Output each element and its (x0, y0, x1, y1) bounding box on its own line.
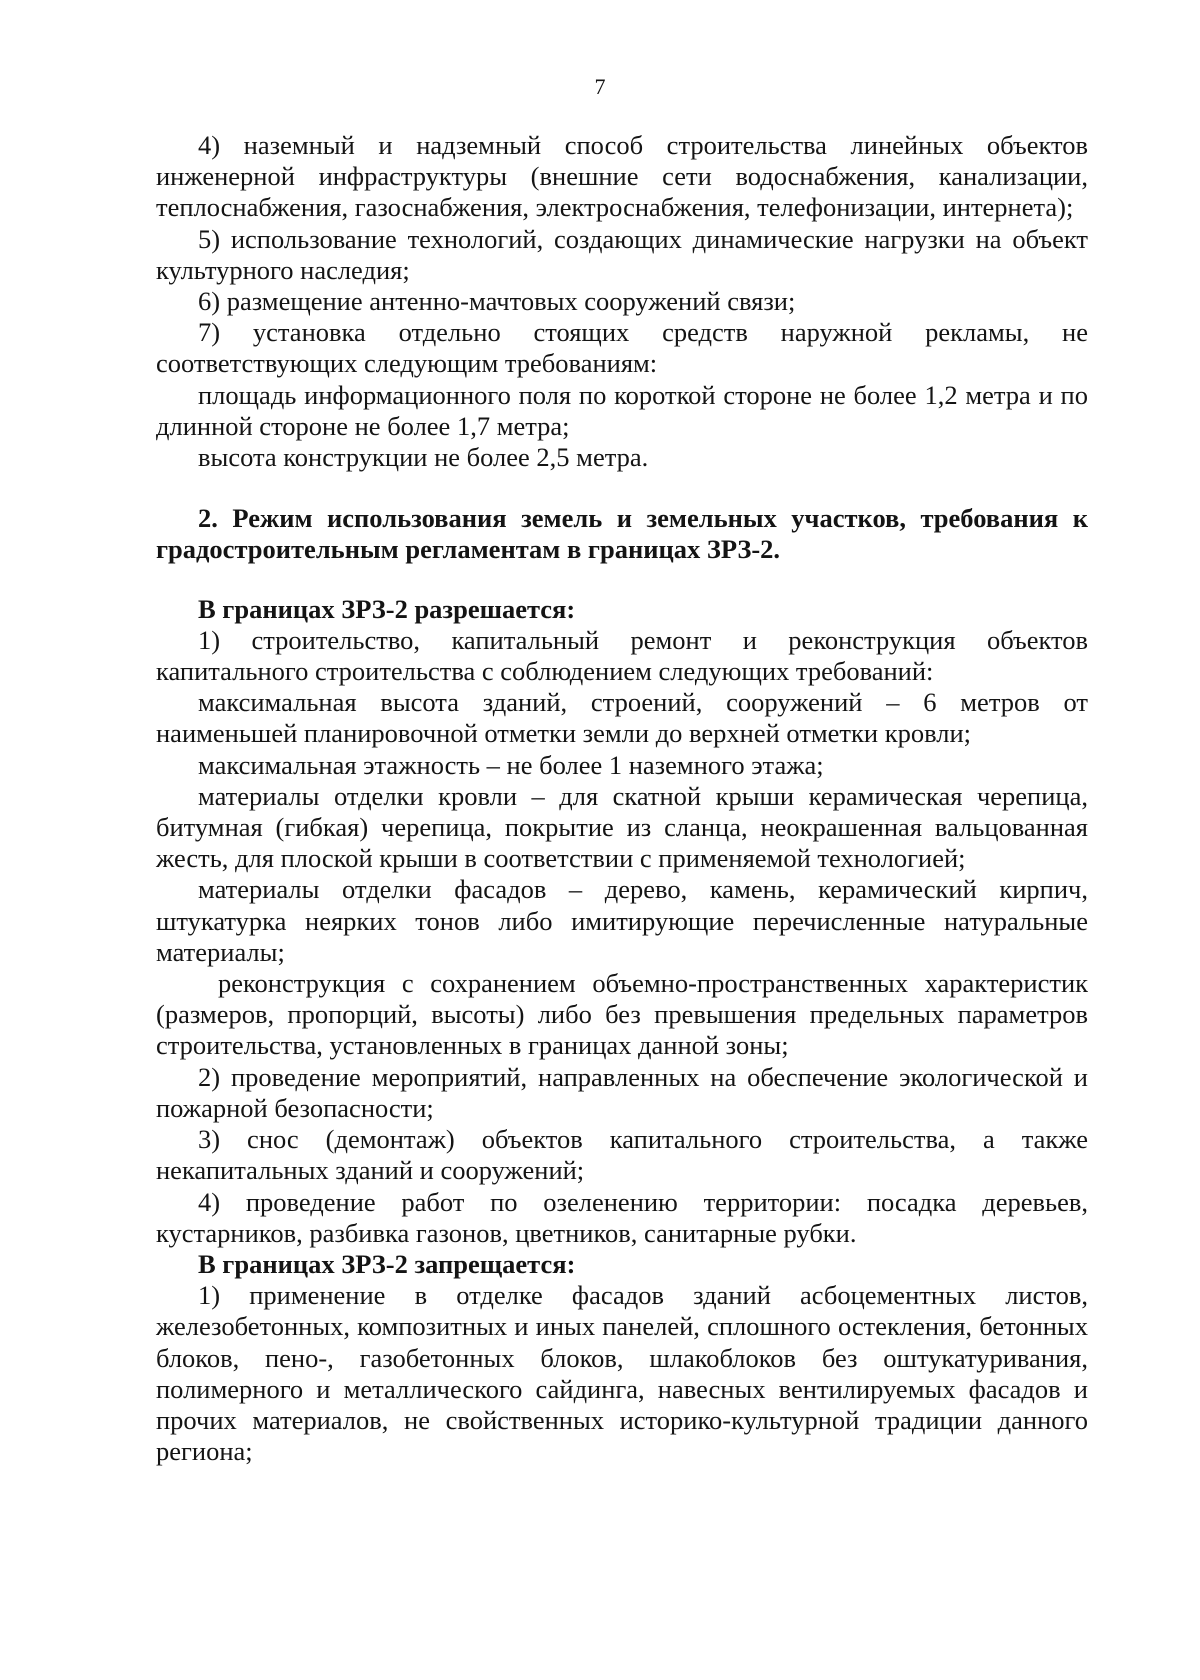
allowed-item-2: 2) проведение мероприятий, направленных на обеспечение экологической и пожарной безопасности; (156, 1061, 1088, 1123)
allowed-item-4: 4) проведение работ по озеленению территории: посадка деревьев, кустарников, разбивка газонов, цветников, санитарные рубки. (156, 1186, 1088, 1248)
allowed-item-1-facade-materials: материалы отделки фасадов – дерево, камень, керамический кирпич, штукатурка неярких тонов либо имитирующие перечисленные натуральные материалы; (156, 874, 1088, 967)
list-item-5: 5) использование технологий, создающих динамические нагрузки на объект культурного наследия; (156, 223, 1088, 285)
page-number: 7 (594, 74, 606, 99)
list-item-7: 7) установка отдельно стоящих средств наружной рекламы, не соответствующих следующим требованиям: (156, 317, 1088, 379)
list-item-6: 6) размещение антенно-мачтовых сооружений связи; (198, 286, 796, 317)
section-2-heading: 2. Режим использования земель и земельных участков, требования к градостроительным регламентам в границах ЗРЗ-2. (156, 503, 1088, 565)
allowed-item-3: 3) снос (демонтаж) объектов капитального строительства, а также некапитальных зданий и сооружений; (156, 1124, 1088, 1186)
list-item-7-requirement-height: высота конструкции не более 2,5 метра. (198, 442, 649, 473)
list-item-4: 4) наземный и надземный способ строительства линейных объектов инженерной инфраструктуры (внешние сети водоснабжения, канализации, теплоснабжения, газоснабжения, электроснабжения, телефонизации, интернета); (156, 130, 1088, 223)
document-body (156, 130, 1088, 1467)
list-item-7-requirement-area: площадь информационного поля по короткой стороне не более 1,2 метра и по длинной стороне не более 1,7 метра; (156, 379, 1088, 441)
allowed-item-1-max-height: максимальная высота зданий, строений, сооружений – 6 метров от наименьшей планировочной отметки земли до верхней отметки кровли; (156, 687, 1088, 749)
allowed-heading: В границах ЗРЗ-2 разрешается: (198, 593, 576, 624)
forbidden-heading: В границах ЗРЗ-2 запрещается: (198, 1248, 576, 1279)
allowed-item-1: 1) строительство, капитальный ремонт и реконструкция объектов капитального строительства с соблюдением следующих требований: (156, 624, 1088, 687)
allowed-item-1-reconstruction: реконструкция с сохранением объемно-пространственных характеристик (размеров, пропорций, высоты) либо без превышения предельных параметров строительства, установленных в границах данной зоны; (156, 968, 1088, 1061)
allowed-item-1-max-floors: максимальная этажность – не более 1 наземного этажа; (198, 749, 824, 780)
forbidden-item-1: 1) применение в отделке фасадов зданий асбоцементных листов, железобетонных, композитных и иных панелей, сплошного остекления, бетонных блоков, пено-, газобетонных блоков, шлакоблоков без оштукатуривания, полимерного и металлического сайдинга, навесных вентилируемых фасадов и прочих материалов, не свойственных историко-культурной традиции данного региона; (156, 1280, 1088, 1467)
allowed-item-1-roof-materials: материалы отделки кровли – для скатной крыши керамическая черепица, битумная (гибкая) черепица, покрытие из сланца, неокрашенная вальцованная жесть, для плоской крыши в соответствии с применяемой технологией; (156, 780, 1088, 874)
